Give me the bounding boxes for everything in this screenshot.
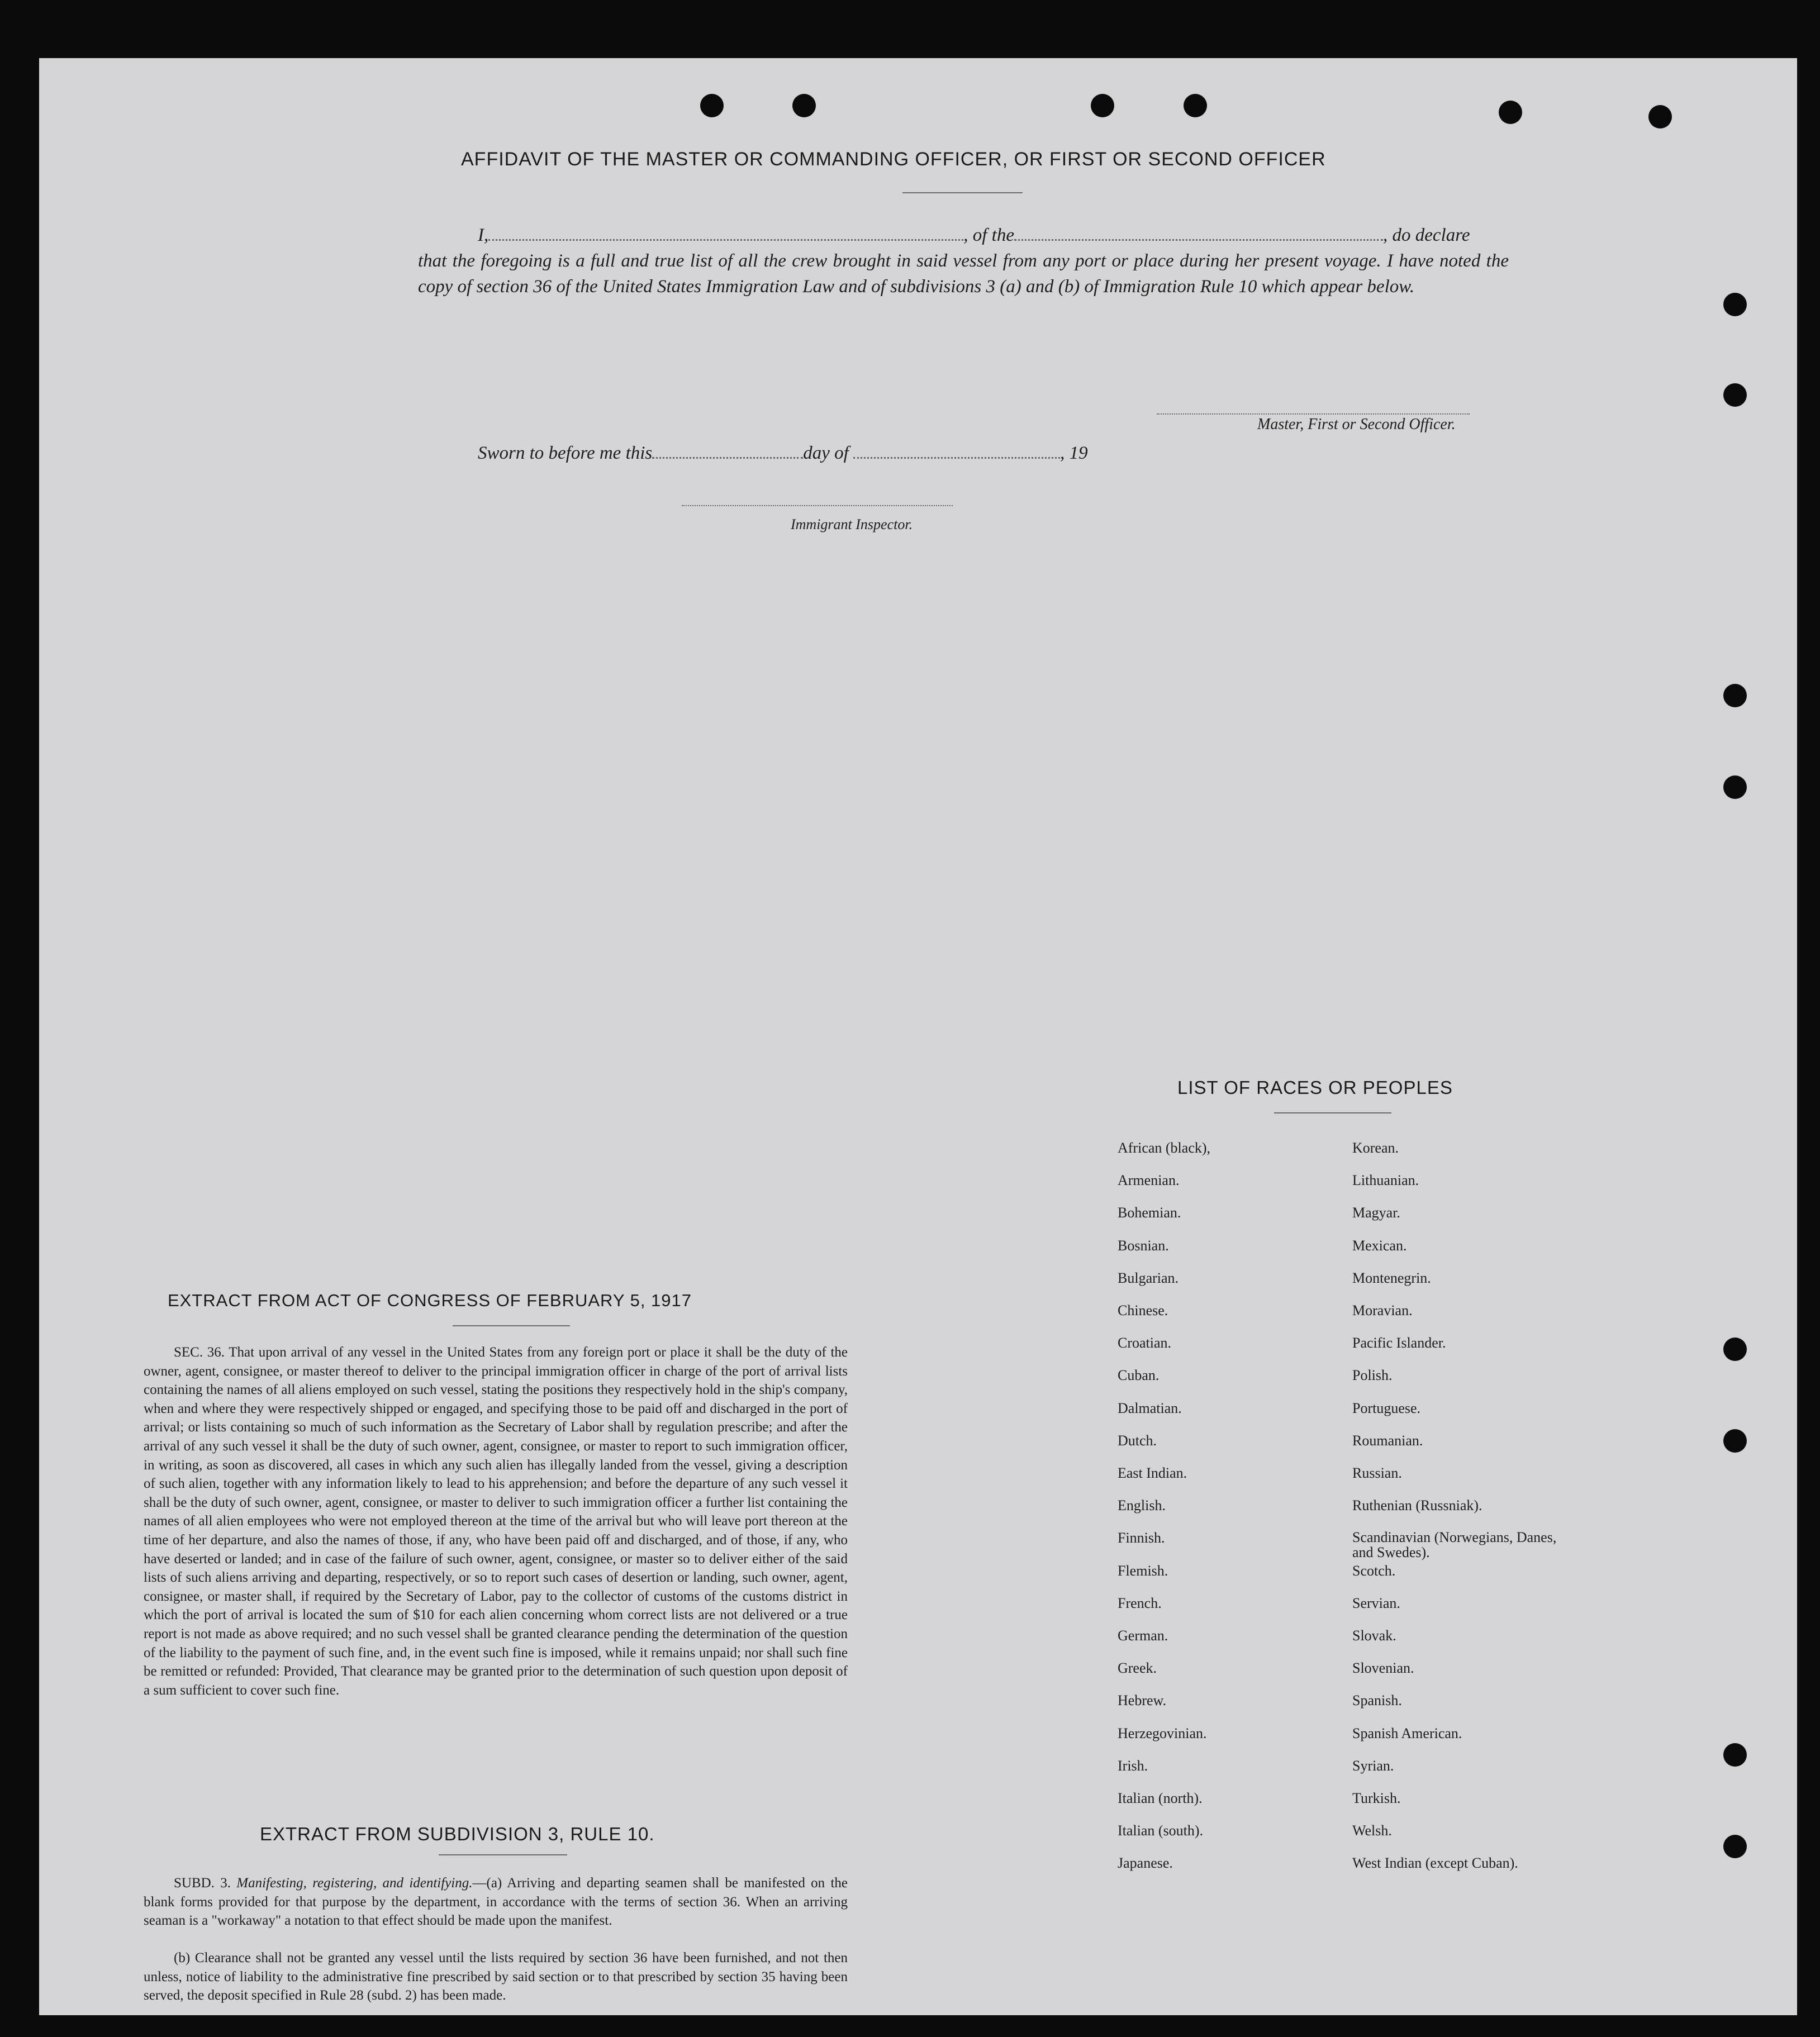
race-item: Moravian. (1352, 1302, 1413, 1319)
race-item: African (black), (1118, 1140, 1211, 1156)
sworn-mid: day of (803, 443, 849, 463)
race-item: Slovenian. (1352, 1660, 1414, 1677)
bleed-through-heading (224, 142, 237, 182)
race-item: Bosnian. (1118, 1237, 1169, 1254)
race-item: Magyar. (1352, 1205, 1400, 1221)
act-extract-title: EXTRACT FROM ACT OF CONGRESS OF FEBRUARY 5, 1917 (168, 1291, 692, 1310)
sworn-day-blank[interactable] (652, 442, 803, 459)
affidavit-line1-start: I, (478, 225, 489, 245)
race-item: Montenegrin. (1352, 1269, 1431, 1286)
punch-hole (1648, 105, 1672, 128)
sworn-start: Sworn to before me this (478, 443, 653, 463)
sworn-line (478, 440, 1088, 466)
race-item: East Indian. (1118, 1465, 1187, 1481)
subd-heading: Manifesting, registering, and identifying. (236, 1876, 473, 1891)
master-signature-line[interactable] (1157, 413, 1470, 415)
race-item: Syrian. (1352, 1757, 1394, 1774)
race-item: Russian. (1352, 1465, 1402, 1481)
race-item: German. (1118, 1627, 1168, 1644)
subd-para-a: —(a) Arriving and departing seamen shall be manifested on the blank forms provided for that purpose by the department, in accordance with the terms of section 36. When an arriving seaman is a "workaway" a notation to that effect should be made upon the manifest. (144, 1876, 848, 1929)
race-item: Hebrew. (1118, 1692, 1167, 1709)
punch-hole (792, 94, 816, 117)
race-item: Armenian. (1118, 1172, 1180, 1189)
race-item: Cuban. (1118, 1367, 1160, 1384)
affidavit-declaration-line (478, 222, 1512, 248)
race-item: French. (1118, 1595, 1162, 1611)
affidavit-line1-end: , do declare (1382, 225, 1470, 245)
race-item: Welsh. (1352, 1822, 1392, 1839)
race-item: Dalmatian. (1118, 1400, 1182, 1416)
race-item: Roumanian. (1352, 1432, 1423, 1449)
rule10-divider (439, 1854, 567, 1855)
race-item: Flemish. (1118, 1562, 1168, 1579)
punch-hole (1184, 94, 1207, 117)
affidavit-line1-mid: , of the (963, 225, 1014, 245)
race-item: Turkish. (1352, 1790, 1401, 1806)
affidavit-body: that the foregoing is a full and true list of all the crew brought in said vessel from any port or place during her present voyage. I have noted the copy of section 36 of the United States Immigration Law and of subdivisions 3 (a) and (b) of Immigration Rule 10 which appear below. (418, 251, 1509, 297)
race-item: Dutch. (1118, 1432, 1157, 1449)
punch-hole (1723, 1429, 1747, 1453)
race-item: Slovak. (1352, 1627, 1396, 1644)
punch-hole (700, 94, 724, 117)
punch-hole (1723, 1835, 1747, 1858)
act-extract-divider (453, 1325, 570, 1326)
race-item: Japanese. (1118, 1855, 1173, 1872)
race-item: Bulgarian. (1118, 1269, 1179, 1286)
races-divider (1274, 1112, 1391, 1113)
race-item: Herzegovinian. (1118, 1725, 1207, 1741)
race-item: Scandinavian (Norwegians, Danes, and Swedes). (1352, 1529, 1557, 1561)
punch-hole (1723, 383, 1747, 407)
race-item: Spanish American. (1352, 1725, 1462, 1741)
race-item: Korean. (1352, 1140, 1399, 1156)
sworn-end: , 19 (1060, 443, 1088, 463)
section-36-text: SEC. 36. That upon arrival of any vessel in the United States from any foreign port or place it shall be the duty of the owner, agent, consignee, or master thereof to deliver to the principal immigration officer in charge of the port of arrival lists containing the names of all aliens employed on such vessel, stating the positions they respectively hold in the ship's company, when and where they were respectively shipped or engaged, and specifying those to be paid off and discharged in the port of arrival; or lists containing so much of such information as the Secretary of Labor shall by regulation prescribe; and after the arrival of any such vessel it shall be the duty of such owner, agent, consignee, or master to report to such immigration officer, in writing, as soon as discovered, all cases in which any such alien has illegally landed from the vessel, giving a description of such alien, together with any information likely to lead to his apprehension; and before the departure of any such vessel it shall be the duty of such owner, agent, consignee, or master to deliver to such immigration officer a further list containing the names of all alien employees who were not employed thereon at the time of the arrival but who will leave port thereon at the time of her departure, and also the names of those, if any, who have been paid off and discharged, and of those, if any, who have deserted or landed; and in case of the failure of such owner, agent, consignee, or master so to deliver either of the said lists of such aliens arriving and departing, respectively, or so to report such cases of desertion or landing, such owner, agent, consignee, or master shall, if required by the Secretary of Labor, pay to the collector of customs of the customs district in which the port of arrival is located the sum of $10 for each alien concerning whom correct lists are not delivered or a true report is not made as above required; and no such vessel shall be granted clearance pending the determination of the question of the liability to the payment of such fine, and, in the event such fine is imposed, while it remains unpaid; nor shall such fine be remitted or refunded: Provided, That clearance may be granted prior to the determination of such question upon deposit of a sum sufficient to cover such fine. (144, 1345, 848, 1698)
affidavit-title: AFFIDAVIT OF THE MASTER OR COMMANDING OFFICER, OR FIRST OR SECOND OFFICER (461, 149, 1326, 170)
race-item: Spanish. (1352, 1692, 1402, 1709)
race-item: Bohemian. (1118, 1205, 1181, 1221)
race-item: Servian. (1352, 1595, 1400, 1611)
title-divider (902, 192, 1023, 193)
rule10-paragraph-a (144, 1874, 848, 1930)
document-page (39, 58, 1797, 2015)
master-name-blank[interactable] (488, 225, 963, 241)
inspector-signature-line[interactable] (682, 505, 953, 506)
race-item: Croatian. (1118, 1335, 1172, 1351)
vessel-name-blank[interactable] (1014, 225, 1383, 241)
punch-hole (1723, 1338, 1747, 1361)
rule10-extract-title: EXTRACT FROM SUBDIVISION 3, RULE 10. (260, 1824, 655, 1844)
race-item: Chinese. (1118, 1302, 1168, 1319)
races-title: LIST OF RACES OR PEOPLES (1177, 1077, 1453, 1098)
punch-hole (1723, 684, 1747, 707)
race-item: Irish. (1118, 1757, 1148, 1774)
punch-hole (1723, 293, 1747, 316)
punch-hole (1091, 94, 1114, 117)
sworn-month-blank[interactable] (853, 442, 1060, 459)
race-item: Mexican. (1352, 1237, 1407, 1254)
race-item: English. (1118, 1497, 1166, 1514)
inspector-label: Immigrant Inspector. (791, 516, 913, 532)
race-item: Finnish. (1118, 1530, 1165, 1546)
race-item: Italian (north). (1118, 1790, 1203, 1806)
race-item: Ruthenian (Russniak). (1352, 1497, 1482, 1514)
race-item: West Indian (except Cuban). (1352, 1855, 1518, 1872)
race-item: Greek. (1118, 1660, 1157, 1677)
rule10-paragraph-b: (b) Clearance shall not be granted any vessel until the lists required by section 36 have been furnished, and not then unless, notice of liability to the administrative fine prescribed by said section or to that prescribed by section 35 having been served, the deposit specified in Rule 28 (subd. 2) has been made. (144, 1950, 848, 2003)
race-item: Pacific Islander. (1352, 1335, 1446, 1351)
race-item: Italian (south). (1118, 1822, 1204, 1839)
subd-label: SUBD. 3. (174, 1876, 231, 1891)
punch-hole (1723, 1743, 1747, 1767)
punch-hole (1499, 101, 1522, 124)
race-item: Portuguese. (1352, 1400, 1421, 1416)
race-item: Lithuanian. (1352, 1172, 1419, 1189)
punch-hole (1723, 775, 1747, 799)
race-item: Polish. (1352, 1367, 1393, 1384)
master-signature-label: Master, First or Second Officer. (1257, 416, 1456, 433)
race-item: Scotch. (1352, 1562, 1396, 1579)
